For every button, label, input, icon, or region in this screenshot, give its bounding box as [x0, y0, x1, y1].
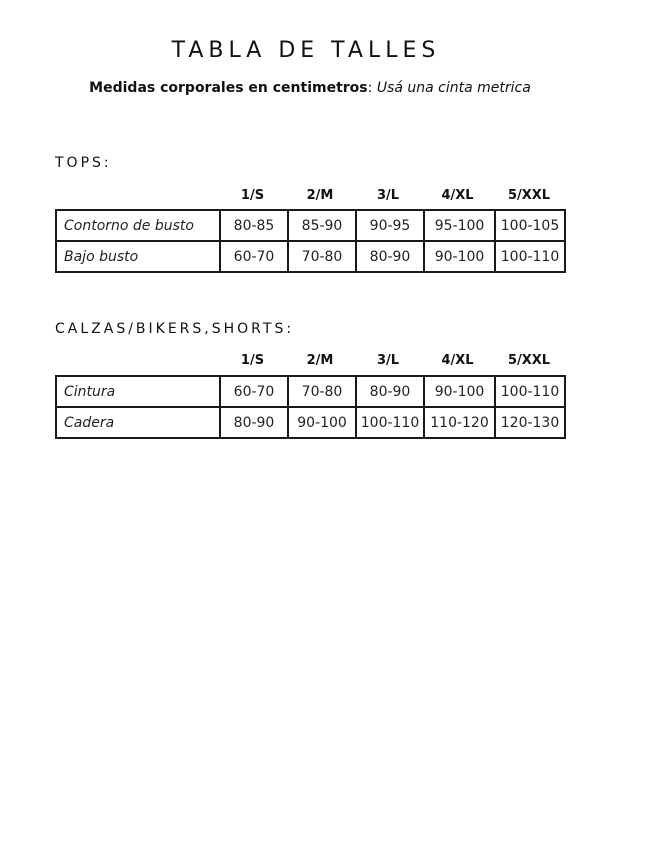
size-header-cell: 2/M: [306, 353, 334, 368]
subtitle-separator: :: [367, 80, 377, 96]
table-row: [56, 241, 565, 272]
row-label: Contorno de busto: [56, 210, 220, 241]
subtitle-italic-text: Usá una cinta metrica: [376, 80, 531, 96]
page-title: TABLA DE TALLES: [171, 38, 441, 63]
table-cell: 100-105: [495, 210, 565, 241]
row-label: Cintura: [56, 376, 220, 407]
table-row: [56, 407, 565, 438]
bottoms-size-table: [55, 375, 566, 439]
table-cell: 60-70: [220, 241, 288, 272]
table-cell: 90-100: [424, 376, 495, 407]
table-cell: 80-85: [220, 210, 288, 241]
row-label: Bajo busto: [56, 241, 220, 272]
table-row: [56, 210, 565, 241]
size-header-cell: 3/L: [376, 188, 400, 203]
size-header-tops: [219, 188, 565, 203]
size-header-cell: 2/M: [306, 188, 334, 203]
section-label-tops: TOPS:: [55, 155, 112, 171]
table-cell: 80-90: [356, 376, 424, 407]
subtitle-bold-text: Medidas corporales en centimetros: [89, 80, 368, 96]
table-cell: 120-130: [495, 407, 565, 438]
table-cell: 90-100: [288, 407, 356, 438]
table-cell: 100-110: [495, 376, 565, 407]
table-cell: 100-110: [356, 407, 424, 438]
table-cell: 90-100: [424, 241, 495, 272]
size-header-cell: 4/XL: [441, 188, 474, 203]
table-row: [56, 376, 565, 407]
row-label: Cadera: [56, 407, 220, 438]
size-header-bottoms: [219, 353, 565, 368]
table-cell: 110-120: [424, 407, 495, 438]
table-cell: 80-90: [356, 241, 424, 272]
size-header-cell: 1/S: [240, 353, 265, 368]
tops-size-table: [55, 209, 566, 273]
section-label-bottoms: CALZAS/BIKERS,SHORTS:: [55, 321, 295, 337]
table-cell: 60-70: [220, 376, 288, 407]
table-cell: 85-90: [288, 210, 356, 241]
table-cell: 70-80: [288, 376, 356, 407]
size-header-cell: 1/S: [240, 188, 265, 203]
size-header-cell: 5/XXL: [507, 188, 551, 203]
size-header-cell: 3/L: [376, 353, 400, 368]
size-header-cell: 5/XXL: [507, 353, 551, 368]
table-cell: 100-110: [495, 241, 565, 272]
table-cell: 95-100: [424, 210, 495, 241]
table-cell: 80-90: [220, 407, 288, 438]
page-subtitle: [0, 80, 620, 96]
table-cell: 90-95: [356, 210, 424, 241]
table-cell: 70-80: [288, 241, 356, 272]
size-header-cell: 4/XL: [441, 353, 474, 368]
